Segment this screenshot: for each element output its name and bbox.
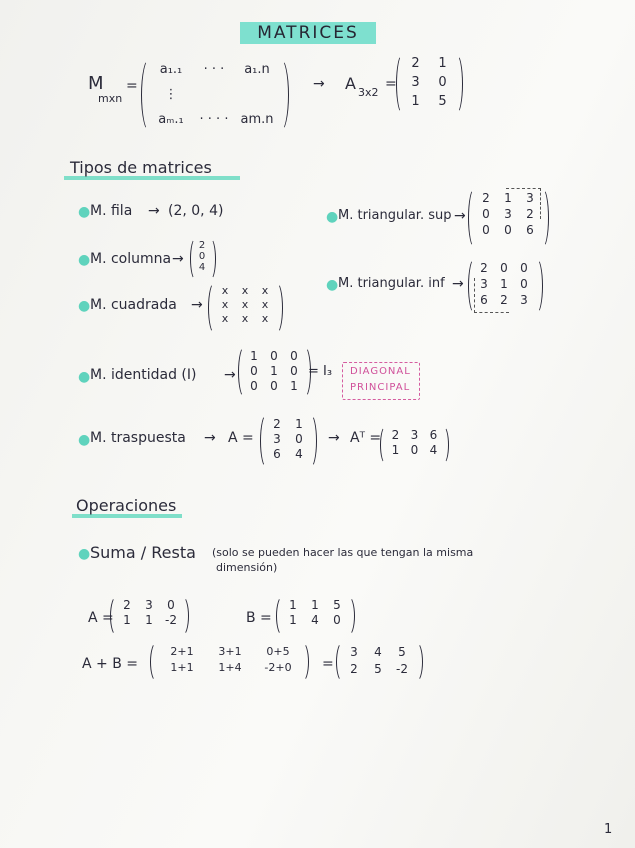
matrix-cell: 2	[411, 56, 420, 71]
matrix-cell: 0	[250, 379, 258, 393]
matrix-cell: x	[221, 312, 229, 325]
matrix-cell: 0	[520, 277, 528, 291]
matrix-cell: · · ·	[203, 62, 225, 77]
columna-label: M. columna	[90, 251, 172, 267]
matrix-cell: 1	[270, 364, 278, 378]
matrix-cell: 2	[526, 207, 534, 221]
matrix-cell: 1	[500, 277, 508, 291]
types-heading: Tipos de matrices	[70, 158, 212, 177]
arrow-icon: →	[191, 297, 203, 313]
matrix-cell: 0	[270, 349, 278, 363]
matrix-cell: x	[261, 298, 269, 311]
matrix-cell: 1	[391, 443, 400, 457]
matrix-cell: 1	[504, 191, 512, 205]
matrix-cell: x	[261, 284, 269, 297]
matrix-cell: am.n	[240, 112, 274, 127]
arrow-icon: →	[204, 430, 216, 446]
right-paren	[342, 596, 355, 636]
matrix-cell: 2+1	[170, 645, 194, 658]
matrix-cell: 4	[311, 613, 319, 627]
matrix-cell: 2	[350, 662, 358, 676]
matrix-cell: 0	[520, 261, 528, 275]
matrix-cell: 2	[482, 191, 490, 205]
matrix-cell: 0+5	[266, 645, 290, 658]
matrix-cell: 6	[429, 428, 438, 442]
matrix-cell: 1	[295, 417, 303, 431]
matrix-cell: 1	[289, 613, 297, 627]
matrix-cell: 1+4	[218, 661, 242, 674]
page-title: MATRICES	[257, 23, 359, 43]
matrix-cell: 3	[526, 191, 534, 205]
matrix-cell: 2	[500, 293, 508, 307]
arrow-icon: →	[148, 203, 160, 219]
ops-a-matrix	[116, 598, 182, 627]
matrix-cell: 5	[374, 662, 382, 676]
general-matrix	[152, 62, 276, 127]
matrix-cell: 1	[311, 598, 319, 612]
right-paren	[272, 58, 289, 132]
a-label: A =	[88, 610, 114, 626]
matrix-cell: 3	[410, 428, 419, 442]
bullet-icon: ●	[326, 209, 339, 225]
bullet-icon: ●	[326, 277, 339, 293]
right-paren	[205, 238, 216, 280]
matrix-cell: 3	[350, 645, 358, 659]
a-label: A =	[228, 430, 254, 446]
matrix-cell: 6	[526, 223, 534, 237]
matrix-cell: 0	[250, 364, 258, 378]
matrix-cell: a₁.n	[244, 62, 270, 77]
matrix-cell: 0	[167, 598, 175, 612]
cuadrada-matrix	[215, 284, 275, 325]
matrix-cell: 3	[145, 598, 153, 612]
bullet-icon: ●	[78, 252, 91, 268]
matrix-cell: -2+0	[264, 661, 292, 674]
matrix-cell: 3	[504, 207, 512, 221]
matrix-cell: 6	[480, 293, 488, 307]
a-subscript: 3x2	[358, 86, 379, 99]
matrix-cell: x	[261, 312, 269, 325]
diagonal-note: DIAGONAL	[350, 366, 411, 377]
matrix-cell: 0	[198, 251, 206, 262]
matrix-cell: x	[241, 284, 249, 297]
matrix-cell: 1	[123, 613, 131, 627]
page-number: 1	[604, 822, 613, 837]
right-paren	[304, 414, 317, 468]
right-paren	[270, 282, 283, 334]
fila-label: M. fila	[90, 203, 133, 219]
equals-sign: =	[385, 76, 397, 92]
matrix-cell: 0	[290, 349, 298, 363]
tri-inf-label: M. triangular. inf	[338, 276, 445, 291]
arrow-icon: →	[454, 208, 466, 224]
right-paren	[438, 426, 449, 464]
arrow-icon: →	[452, 276, 464, 292]
matrix-cell: 5	[438, 94, 447, 109]
at-label: Aᵀ =	[350, 430, 382, 446]
sum-label: A + B =	[82, 656, 138, 672]
m-label: M	[88, 73, 104, 94]
matrix-cell: x	[221, 284, 229, 297]
matrix-cell	[190, 87, 238, 102]
matrix-cell: 4	[198, 262, 206, 273]
matrix-cell: aₘ.₁	[158, 112, 184, 127]
matrix-cell: 5	[333, 598, 341, 612]
matrix-cell: 1	[438, 56, 447, 71]
matrix-cell: 3	[480, 277, 488, 291]
matrix-cell: 2	[273, 417, 281, 431]
bullet-icon: ●	[78, 432, 91, 448]
matrix-cell: 0	[504, 223, 512, 237]
matrix-cell: 0	[482, 207, 490, 221]
right-paren	[450, 54, 463, 114]
matrix-cell: x	[241, 298, 249, 311]
a-label: A	[345, 74, 356, 93]
arrow-icon: →	[313, 76, 325, 92]
bullet-icon: ●	[78, 546, 91, 562]
matrix-cell: 5	[398, 645, 406, 659]
identidad-label: M. identidad (I)	[90, 367, 197, 383]
right-paren	[410, 642, 423, 682]
right-paren	[296, 642, 309, 682]
matrix-cell: 0	[295, 432, 303, 446]
matrix-cell: 1	[290, 379, 298, 393]
sum-expression-matrix	[158, 645, 302, 674]
matrix-cell: 0	[333, 613, 341, 627]
matrix-cell: ⋮	[164, 87, 178, 102]
m-subscript: mxn	[98, 92, 123, 105]
cuadrada-label: M. cuadrada	[90, 297, 177, 313]
right-paren	[176, 596, 189, 636]
matrix-cell: 2	[480, 261, 488, 275]
arrow-icon: →	[328, 430, 340, 446]
identity-result: = I₃	[308, 364, 333, 379]
equals-sign: =	[126, 78, 138, 94]
traspuesta-label: M. traspuesta	[90, 430, 186, 446]
right-paren	[530, 258, 543, 314]
matrix-cell: 0	[500, 261, 508, 275]
matrix-cell: 3	[411, 75, 420, 90]
sum-result-matrix	[342, 645, 414, 676]
matrix-cell: 2	[123, 598, 131, 612]
matrix-cell: 0	[482, 223, 490, 237]
a-matrix	[402, 56, 456, 109]
suma-note: (solo se pueden hacer las que tengan la misma	[212, 546, 474, 559]
traspuesta-at-matrix	[386, 428, 443, 457]
matrix-cell: · · · ·	[199, 112, 229, 127]
matrix-cell: -2	[396, 662, 408, 676]
matrix-cell: 4	[374, 645, 382, 659]
matrix-cell: 3	[273, 432, 281, 446]
arrow-icon: →	[224, 367, 236, 383]
matrix-cell: 1	[289, 598, 297, 612]
suma-label: Suma / Resta	[90, 543, 196, 562]
identidad-matrix	[244, 349, 304, 393]
matrix-cell: 1	[250, 349, 258, 363]
right-paren	[536, 188, 549, 248]
lower-triangle-box	[474, 278, 509, 313]
equals-sign: =	[322, 656, 334, 672]
matrix-cell: 0	[270, 379, 278, 393]
matrix-cell: 0	[290, 364, 298, 378]
arrow-icon: →	[172, 251, 184, 267]
b-label: B =	[246, 610, 272, 626]
title-highlight	[240, 22, 376, 44]
ops-b-matrix	[282, 598, 348, 627]
matrix-cell: a₁.₁	[159, 62, 183, 77]
matrix-cell	[238, 87, 276, 102]
principal-note: PRINCIPAL	[350, 382, 411, 393]
fila-value: (2, 0, 4)	[168, 203, 224, 219]
matrix-cell: x	[241, 312, 249, 325]
ops-heading: Operaciones	[76, 496, 177, 515]
tri-sup-label: M. triangular. sup	[338, 208, 452, 223]
matrix-cell: 0	[438, 75, 447, 90]
matrix-cell: 4	[429, 443, 438, 457]
suma-note-2: dimensión)	[216, 561, 278, 574]
matrix-cell: 4	[295, 447, 303, 461]
bullet-icon: ●	[78, 204, 91, 220]
matrix-cell: 1	[411, 94, 420, 109]
bullet-icon: ●	[78, 298, 91, 314]
matrix-cell: 3+1	[218, 645, 242, 658]
matrix-cell: x	[221, 298, 229, 311]
matrix-cell: 1	[145, 613, 153, 627]
matrix-cell: 2	[391, 428, 400, 442]
matrix-cell: 1+1	[170, 661, 194, 674]
matrix-cell: 6	[273, 447, 281, 461]
bullet-icon: ●	[78, 369, 91, 385]
matrix-cell: 3	[520, 293, 528, 307]
matrix-cell: 0	[410, 443, 419, 457]
matrix-cell: 2	[198, 240, 206, 251]
matrix-cell: -2	[165, 613, 177, 627]
